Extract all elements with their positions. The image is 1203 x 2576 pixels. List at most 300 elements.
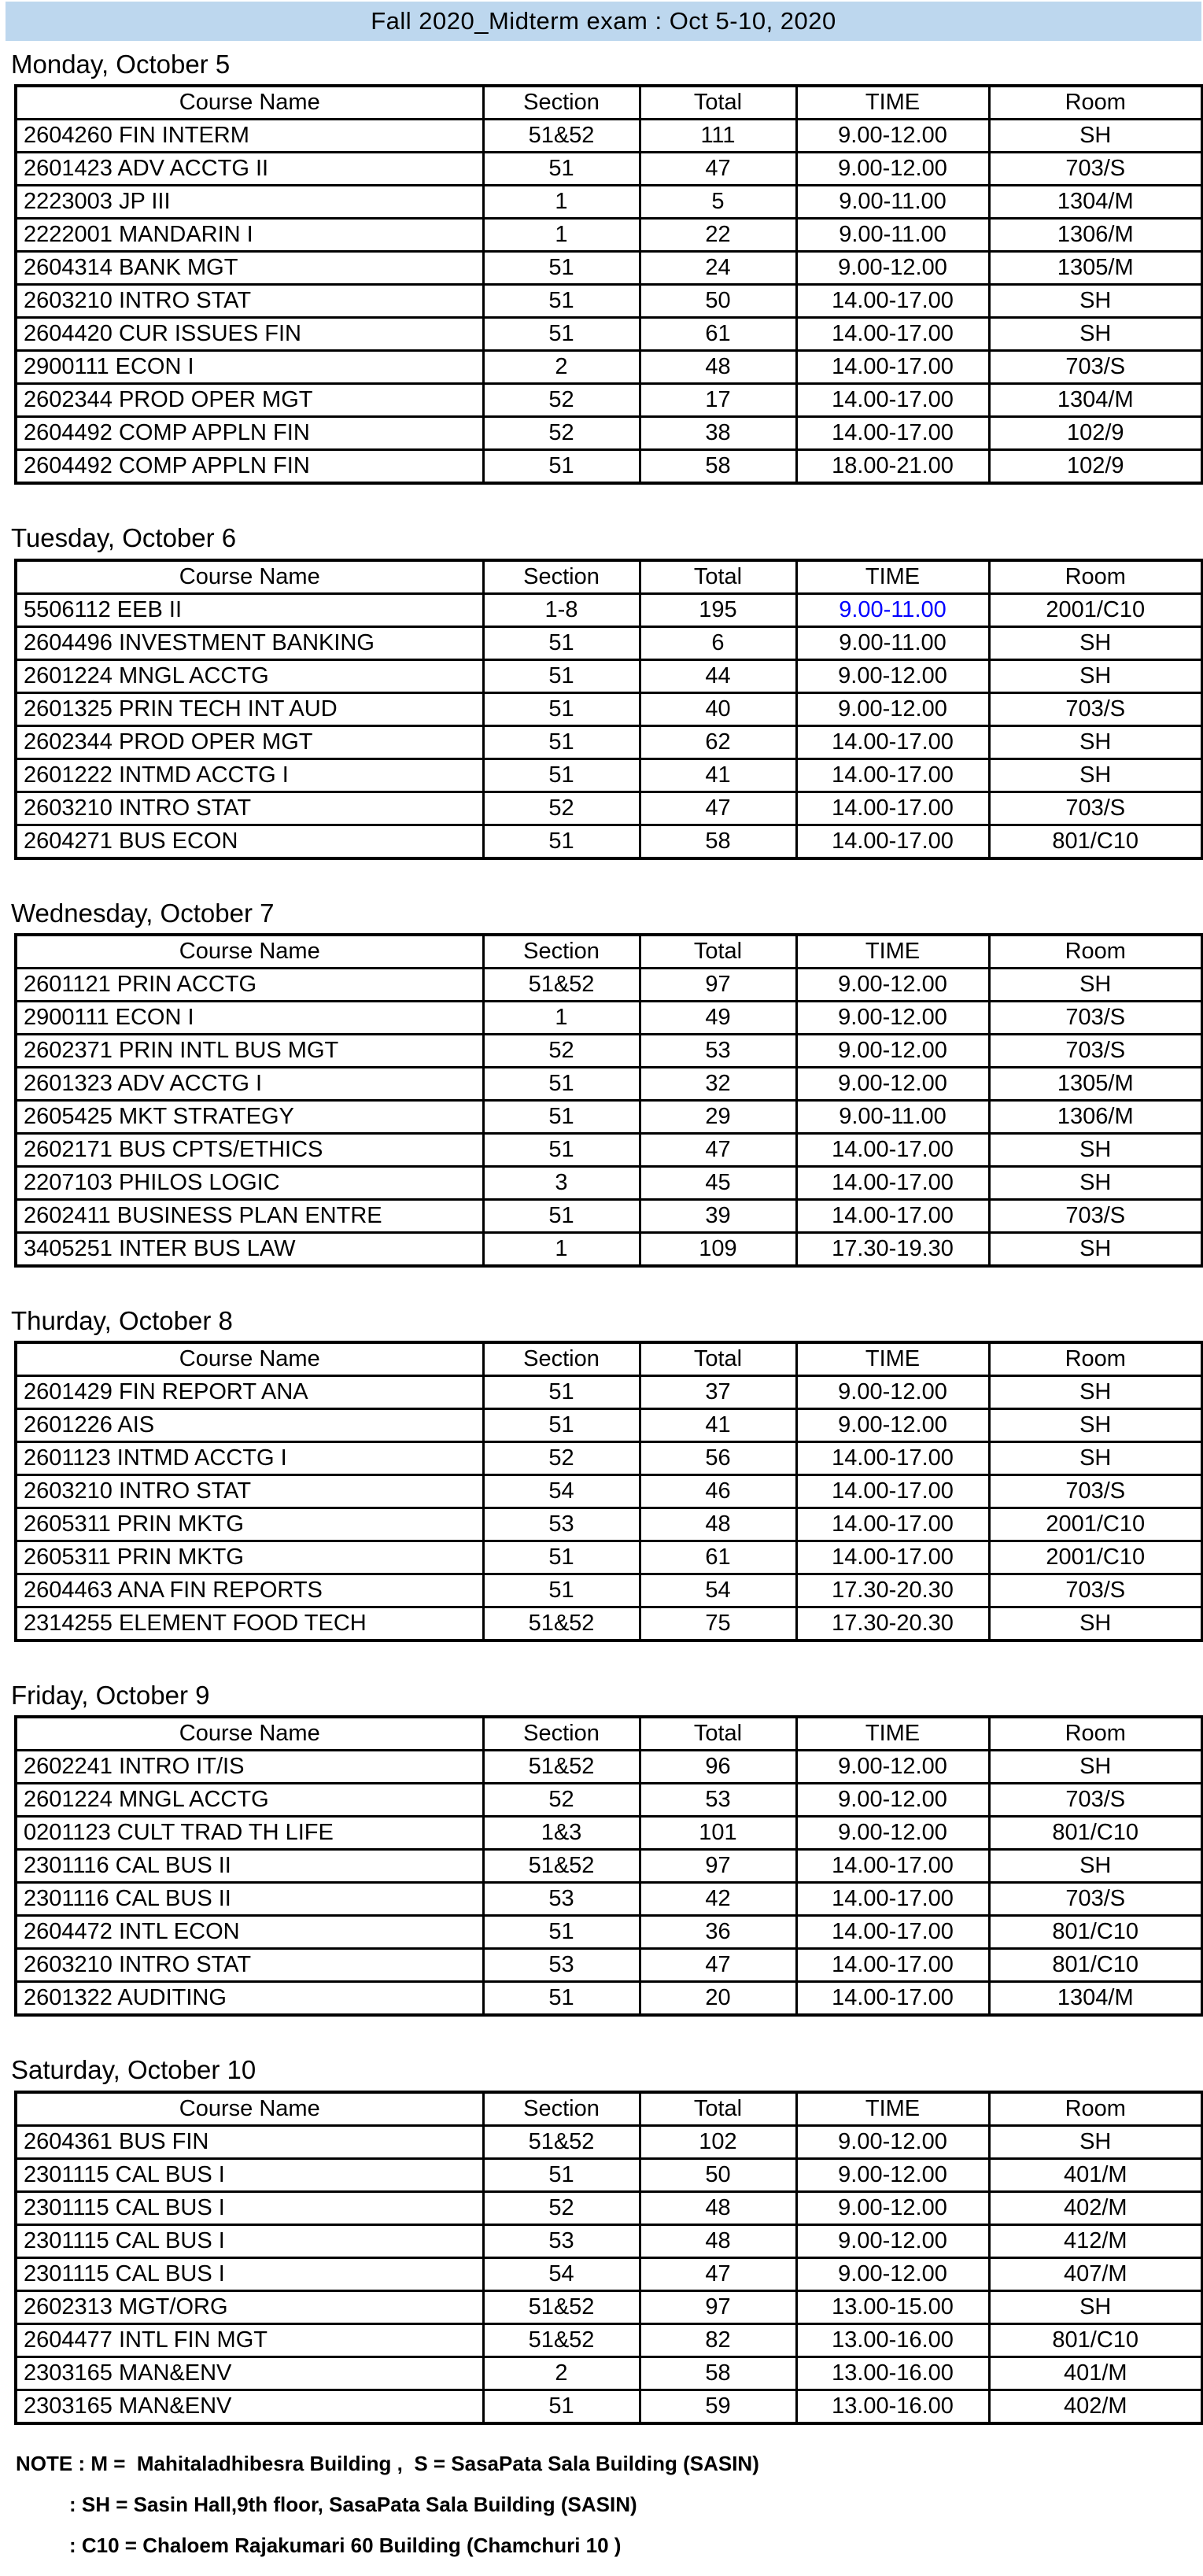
table-row: [16, 1100, 1202, 1133]
exam-table: [14, 1715, 1203, 2017]
cell-course: 2604463 ANA FIN REPORTS: [16, 1574, 483, 1607]
cell-course: 2601224 MNGL ACCTG: [16, 659, 483, 692]
cell-course: 2605311 PRIN MKTG: [16, 1508, 483, 1541]
cell-room: SH: [989, 2125, 1202, 2158]
cell-course: 2301116 CAL BUS II: [16, 1883, 483, 1916]
column-header-section: Section: [483, 1717, 640, 1751]
cell-time: 14.00-17.00: [796, 1475, 989, 1508]
table-row: [16, 2323, 1202, 2356]
cell-section: 51&52: [483, 120, 640, 153]
cell-time: 9.00-12.00: [796, 2125, 989, 2158]
cell-time: 9.00-11.00: [796, 219, 989, 252]
cell-section: 51: [483, 1982, 640, 2016]
cell-time: 9.00-12.00: [796, 1409, 989, 1442]
table-row: [16, 1475, 1202, 1508]
cell-room: 703/S: [989, 1574, 1202, 1607]
cell-room: 703/S: [989, 692, 1202, 725]
cell-time: 13.00-16.00: [796, 2356, 989, 2390]
cell-course: 2603210 INTRO STAT: [16, 1949, 483, 1982]
table-row: [16, 1850, 1202, 1883]
cell-total: 97: [640, 1850, 796, 1883]
table-row: [16, 626, 1202, 659]
cell-time: 14.00-17.00: [796, 1982, 989, 2016]
column-header-time: TIME: [796, 560, 989, 594]
cell-room: 412/M: [989, 2224, 1202, 2257]
cell-room: 703/S: [989, 1475, 1202, 1508]
cell-course: 2601226 AIS: [16, 1409, 483, 1442]
cell-course: 2900111 ECON I: [16, 351, 483, 384]
cell-section: 51&52: [483, 968, 640, 1001]
cell-total: 24: [640, 252, 796, 285]
cell-course: 2604260 FIN INTERM: [16, 120, 483, 153]
cell-time: 13.00-15.00: [796, 2290, 989, 2323]
cell-room: 703/S: [989, 1199, 1202, 1232]
cell-total: 32: [640, 1067, 796, 1100]
cell-time: 9.00-12.00: [796, 1817, 989, 1850]
cell-time: 9.00-12.00: [796, 1751, 989, 1784]
cell-section: 51: [483, 1133, 640, 1166]
column-header-course: Course Name: [16, 560, 483, 594]
cell-course: 2601222 INTMD ACCTG I: [16, 758, 483, 792]
cell-section: 51: [483, 450, 640, 484]
cell-section: 52: [483, 1442, 640, 1475]
cell-total: 47: [640, 1133, 796, 1166]
table-row: [16, 1916, 1202, 1949]
note-line-buildings: NOTE : M = Mahitaladhibesra Building , S = SasaPata Sala Building (SASIN): [16, 2451, 759, 2475]
table-row: [16, 692, 1202, 725]
cell-room: SH: [989, 1850, 1202, 1883]
cell-room: 2001/C10: [989, 593, 1202, 626]
table-row: [16, 1199, 1202, 1232]
cell-room: 1304/M: [989, 1982, 1202, 2016]
cell-time: 18.00-21.00: [796, 450, 989, 484]
cell-time: 14.00-17.00: [796, 725, 989, 758]
cell-course: 2303165 MAN&ENV: [16, 2390, 483, 2423]
cell-total: 61: [640, 318, 796, 351]
cell-room: SH: [989, 659, 1202, 692]
document-title: Fall 2020_Midterm exam : Oct 5-10, 2020: [6, 2, 1201, 41]
table-row: [16, 1883, 1202, 1916]
cell-total: 47: [640, 1949, 796, 1982]
day-heading: Wednesday, October 7: [11, 898, 275, 928]
table-row: [16, 1751, 1202, 1784]
cell-room: 102/9: [989, 450, 1202, 484]
cell-room: 2001/C10: [989, 1508, 1202, 1541]
header-row: [16, 1717, 1202, 1751]
day-section: [0, 524, 1203, 859]
cell-time: 17.30-20.30: [796, 1574, 989, 1607]
cell-room: SH: [989, 318, 1202, 351]
day-heading: Thurday, October 8: [11, 1305, 233, 1335]
column-header-total: Total: [640, 560, 796, 594]
column-header-course: Course Name: [16, 1342, 483, 1376]
cell-section: 51: [483, 1541, 640, 1574]
cell-section: 52: [483, 1784, 640, 1817]
cell-section: 1-8: [483, 593, 640, 626]
table-row: [16, 1409, 1202, 1442]
cell-course: 0201123 CULT TRAD TH LIFE: [16, 1817, 483, 1850]
cell-total: 62: [640, 725, 796, 758]
cell-course: 2301116 CAL BUS II: [16, 1850, 483, 1883]
cell-total: 40: [640, 692, 796, 725]
column-header-room: Room: [989, 560, 1202, 594]
cell-total: 47: [640, 153, 796, 186]
cell-course: 2602171 BUS CPTS/ETHICS: [16, 1133, 483, 1166]
table-row: [16, 1982, 1202, 2016]
table-row: [16, 2356, 1202, 2390]
cell-total: 42: [640, 1883, 796, 1916]
cell-course: 2222001 MANDARIN I: [16, 219, 483, 252]
cell-room: 703/S: [989, 792, 1202, 825]
cell-total: 82: [640, 2323, 796, 2356]
cell-room: SH: [989, 120, 1202, 153]
cell-section: 51: [483, 825, 640, 858]
cell-section: 52: [483, 792, 640, 825]
table-row: [16, 1949, 1202, 1982]
cell-course: 2602411 BUSINESS PLAN ENTRE: [16, 1199, 483, 1232]
cell-section: 51: [483, 285, 640, 318]
column-header-course: Course Name: [16, 86, 483, 120]
cell-course: 2301115 CAL BUS I: [16, 2257, 483, 2290]
table-row: [16, 659, 1202, 692]
cell-total: 22: [640, 219, 796, 252]
column-header-room: Room: [989, 935, 1202, 969]
table-row: [16, 1166, 1202, 1199]
cell-course: 2604496 INVESTMENT BANKING: [16, 626, 483, 659]
column-header-section: Section: [483, 86, 640, 120]
cell-total: 50: [640, 2158, 796, 2191]
cell-course: 2301115 CAL BUS I: [16, 2191, 483, 2224]
cell-total: 17: [640, 384, 796, 417]
cell-course: 2900111 ECON I: [16, 1001, 483, 1034]
table-row: [16, 1508, 1202, 1541]
table-row: [16, 285, 1202, 318]
table-row: [16, 1541, 1202, 1574]
cell-time: 9.00-12.00: [796, 2257, 989, 2290]
cell-room: 703/S: [989, 351, 1202, 384]
cell-time: 9.00-12.00: [796, 2191, 989, 2224]
cell-total: 56: [640, 1442, 796, 1475]
cell-room: 401/M: [989, 2356, 1202, 2390]
cell-time: 14.00-17.00: [796, 351, 989, 384]
cell-section: 51&52: [483, 1850, 640, 1883]
column-header-time: TIME: [796, 1342, 989, 1376]
cell-course: 2601323 ADV ACCTG I: [16, 1067, 483, 1100]
cell-section: 51&52: [483, 2125, 640, 2158]
cell-total: 96: [640, 1751, 796, 1784]
cell-course: 2602371 PRIN INTL BUS MGT: [16, 1034, 483, 1067]
table-row: [16, 1607, 1202, 1641]
cell-room: 402/M: [989, 2390, 1202, 2423]
cell-course: 2604492 COMP APPLN FIN: [16, 450, 483, 484]
table-row: [16, 1817, 1202, 1850]
cell-room: SH: [989, 1442, 1202, 1475]
cell-room: 401/M: [989, 2158, 1202, 2191]
cell-total: 48: [640, 2224, 796, 2257]
cell-time: 14.00-17.00: [796, 384, 989, 417]
cell-section: 51: [483, 1376, 640, 1409]
cell-room: 1305/M: [989, 1067, 1202, 1100]
cell-total: 48: [640, 2191, 796, 2224]
table-row: [16, 417, 1202, 450]
cell-time: 14.00-17.00: [796, 792, 989, 825]
cell-course: 2605425 MKT STRATEGY: [16, 1100, 483, 1133]
column-header-section: Section: [483, 560, 640, 594]
cell-time: 14.00-17.00: [796, 825, 989, 858]
cell-total: 50: [640, 285, 796, 318]
column-header-total: Total: [640, 86, 796, 120]
cell-course: 2303165 MAN&ENV: [16, 2356, 483, 2390]
cell-time: 9.00-12.00: [796, 1067, 989, 1100]
cell-room: 801/C10: [989, 2323, 1202, 2356]
cell-section: 53: [483, 2224, 640, 2257]
day-heading: Monday, October 5: [11, 50, 231, 79]
column-header-time: TIME: [796, 1717, 989, 1751]
cell-section: 51&52: [483, 2290, 640, 2323]
table-row: [16, 219, 1202, 252]
cell-room: 801/C10: [989, 1949, 1202, 1982]
day-heading: Friday, October 9: [11, 1681, 210, 1711]
cell-total: 46: [640, 1475, 796, 1508]
cell-section: 53: [483, 1883, 640, 1916]
note-line-sasin-hall: : SH = Sasin Hall,9th floor, SasaPata Sala Building (SASIN): [69, 2492, 637, 2516]
table-row: [16, 186, 1202, 219]
notes-block: [16, 2452, 1203, 2558]
exam-table: [14, 559, 1203, 860]
cell-course: 2605311 PRIN MKTG: [16, 1541, 483, 1574]
cell-room: SH: [989, 758, 1202, 792]
cell-section: 1: [483, 1232, 640, 1266]
cell-time: 9.00-12.00: [796, 153, 989, 186]
table-row: [16, 2390, 1202, 2423]
table-row: [16, 450, 1202, 484]
cell-room: 1305/M: [989, 252, 1202, 285]
cell-total: 39: [640, 1199, 796, 1232]
day-sections: [0, 50, 1203, 2425]
cell-section: 52: [483, 384, 640, 417]
cell-time: 9.00-11.00: [796, 1100, 989, 1133]
cell-room: 2001/C10: [989, 1541, 1202, 1574]
column-header-time: TIME: [796, 86, 989, 120]
cell-total: 44: [640, 659, 796, 692]
cell-time: 14.00-17.00: [796, 1541, 989, 1574]
cell-total: 47: [640, 792, 796, 825]
header-row: [16, 560, 1202, 594]
cell-course: 2604271 BUS ECON: [16, 825, 483, 858]
day-section: [0, 1307, 1203, 1642]
cell-section: 51: [483, 2390, 640, 2423]
cell-room: 703/S: [989, 1784, 1202, 1817]
header-row: [16, 1342, 1202, 1376]
cell-course: 3405251 INTER BUS LAW: [16, 1232, 483, 1266]
column-header-room: Room: [989, 2092, 1202, 2126]
cell-section: 1: [483, 219, 640, 252]
cell-course: 2604314 BANK MGT: [16, 252, 483, 285]
cell-room: 402/M: [989, 2191, 1202, 2224]
table-row: [16, 792, 1202, 825]
day-heading: Saturday, October 10: [11, 2055, 256, 2085]
cell-total: 20: [640, 1982, 796, 2016]
cell-total: 61: [640, 1541, 796, 1574]
cell-time: 9.00-12.00: [796, 120, 989, 153]
day-heading: Tuesday, October 6: [11, 523, 237, 553]
cell-room: SH: [989, 1166, 1202, 1199]
cell-course: 2223003 JP III: [16, 186, 483, 219]
cell-section: 51: [483, 1916, 640, 1949]
cell-total: 53: [640, 1784, 796, 1817]
cell-time: 13.00-16.00: [796, 2390, 989, 2423]
cell-total: 97: [640, 968, 796, 1001]
cell-room: SH: [989, 1607, 1202, 1641]
cell-total: 41: [640, 1409, 796, 1442]
column-header-course: Course Name: [16, 935, 483, 969]
cell-total: 111: [640, 120, 796, 153]
header-row: [16, 86, 1202, 120]
cell-room: 801/C10: [989, 1916, 1202, 1949]
cell-total: 58: [640, 450, 796, 484]
column-header-total: Total: [640, 1342, 796, 1376]
table-row: [16, 825, 1202, 858]
cell-section: 2: [483, 2356, 640, 2390]
cell-total: 109: [640, 1232, 796, 1266]
cell-course: 2604361 BUS FIN: [16, 2125, 483, 2158]
cell-course: 5506112 EEB II: [16, 593, 483, 626]
cell-time: 9.00-12.00: [796, 692, 989, 725]
day-section: [0, 50, 1203, 485]
cell-course: 2601429 FIN REPORT ANA: [16, 1376, 483, 1409]
cell-section: 51: [483, 659, 640, 692]
table-row: [16, 2125, 1202, 2158]
cell-section: 51&52: [483, 1607, 640, 1641]
table-row: [16, 252, 1202, 285]
cell-time: 14.00-17.00: [796, 1916, 989, 1949]
cell-course: 2602344 PROD OPER MGT: [16, 725, 483, 758]
cell-section: 51: [483, 2158, 640, 2191]
table-row: [16, 1232, 1202, 1266]
cell-section: 52: [483, 2191, 640, 2224]
cell-time: 9.00-12.00: [796, 1034, 989, 1067]
column-header-total: Total: [640, 1717, 796, 1751]
cell-section: 51: [483, 758, 640, 792]
table-row: [16, 2224, 1202, 2257]
table-row: [16, 1574, 1202, 1607]
cell-time: 9.00-12.00: [796, 659, 989, 692]
cell-total: 102: [640, 2125, 796, 2158]
table-row: [16, 1784, 1202, 1817]
column-header-total: Total: [640, 2092, 796, 2126]
cell-section: 51: [483, 725, 640, 758]
cell-course: 2301115 CAL BUS I: [16, 2158, 483, 2191]
note-line-chamchuri: : C10 = Chaloem Rajakumari 60 Building (Chamchuri 10 ): [69, 2533, 622, 2557]
table-row: [16, 2158, 1202, 2191]
cell-time: 14.00-17.00: [796, 318, 989, 351]
table-row: [16, 1442, 1202, 1475]
cell-section: 52: [483, 1034, 640, 1067]
cell-course: 2604472 INTL ECON: [16, 1916, 483, 1949]
cell-total: 48: [640, 351, 796, 384]
cell-time: 9.00-12.00: [796, 2224, 989, 2257]
cell-time: 14.00-17.00: [796, 1133, 989, 1166]
cell-section: 51: [483, 252, 640, 285]
cell-room: SH: [989, 285, 1202, 318]
column-header-room: Room: [989, 86, 1202, 120]
cell-total: 53: [640, 1034, 796, 1067]
cell-time: 9.00-11.00: [796, 186, 989, 219]
cell-total: 49: [640, 1001, 796, 1034]
cell-room: SH: [989, 626, 1202, 659]
cell-section: 51: [483, 1067, 640, 1100]
cell-section: 51: [483, 318, 640, 351]
cell-time: 9.00-11.00: [796, 593, 989, 626]
cell-time: 9.00-12.00: [796, 2158, 989, 2191]
header-row: [16, 935, 1202, 969]
cell-total: 58: [640, 825, 796, 858]
cell-time: 9.00-12.00: [796, 968, 989, 1001]
cell-section: 51&52: [483, 2323, 640, 2356]
cell-total: 54: [640, 1574, 796, 1607]
column-header-course: Course Name: [16, 2092, 483, 2126]
table-row: [16, 2257, 1202, 2290]
cell-course: 2301115 CAL BUS I: [16, 2224, 483, 2257]
cell-room: 1304/M: [989, 384, 1202, 417]
cell-section: 51: [483, 1100, 640, 1133]
cell-time: 14.00-17.00: [796, 1949, 989, 1982]
cell-room: SH: [989, 1409, 1202, 1442]
table-row: [16, 1067, 1202, 1100]
cell-total: 97: [640, 2290, 796, 2323]
cell-course: 2604420 CUR ISSUES FIN: [16, 318, 483, 351]
cell-total: 5: [640, 186, 796, 219]
cell-room: 703/S: [989, 1001, 1202, 1034]
table-row: [16, 758, 1202, 792]
cell-room: SH: [989, 1751, 1202, 1784]
table-row: [16, 2191, 1202, 2224]
cell-section: 1: [483, 186, 640, 219]
cell-total: 75: [640, 1607, 796, 1641]
cell-section: 1: [483, 1001, 640, 1034]
column-header-total: Total: [640, 935, 796, 969]
cell-room: 1304/M: [989, 186, 1202, 219]
cell-time: 14.00-17.00: [796, 1199, 989, 1232]
cell-time: 13.00-16.00: [796, 2323, 989, 2356]
day-section: [0, 899, 1203, 1268]
cell-room: SH: [989, 725, 1202, 758]
table-row: [16, 120, 1202, 153]
cell-section: 51&52: [483, 1751, 640, 1784]
header-row: [16, 2092, 1202, 2126]
cell-section: 54: [483, 2257, 640, 2290]
cell-time: 14.00-17.00: [796, 1442, 989, 1475]
table-row: [16, 318, 1202, 351]
cell-section: 51: [483, 1409, 640, 1442]
cell-time: 14.00-17.00: [796, 1508, 989, 1541]
cell-course: 2601423 ADV ACCTG II: [16, 153, 483, 186]
cell-course: 2603210 INTRO STAT: [16, 1475, 483, 1508]
cell-total: 45: [640, 1166, 796, 1199]
cell-total: 48: [640, 1508, 796, 1541]
cell-course: 2601224 MNGL ACCTG: [16, 1784, 483, 1817]
cell-section: 52: [483, 417, 640, 450]
cell-section: 3: [483, 1166, 640, 1199]
cell-total: 38: [640, 417, 796, 450]
cell-course: 2601325 PRIN TECH INT AUD: [16, 692, 483, 725]
column-header-section: Section: [483, 2092, 640, 2126]
table-row: [16, 725, 1202, 758]
cell-total: 58: [640, 2356, 796, 2390]
cell-total: 101: [640, 1817, 796, 1850]
cell-total: 47: [640, 2257, 796, 2290]
cell-room: 801/C10: [989, 1817, 1202, 1850]
